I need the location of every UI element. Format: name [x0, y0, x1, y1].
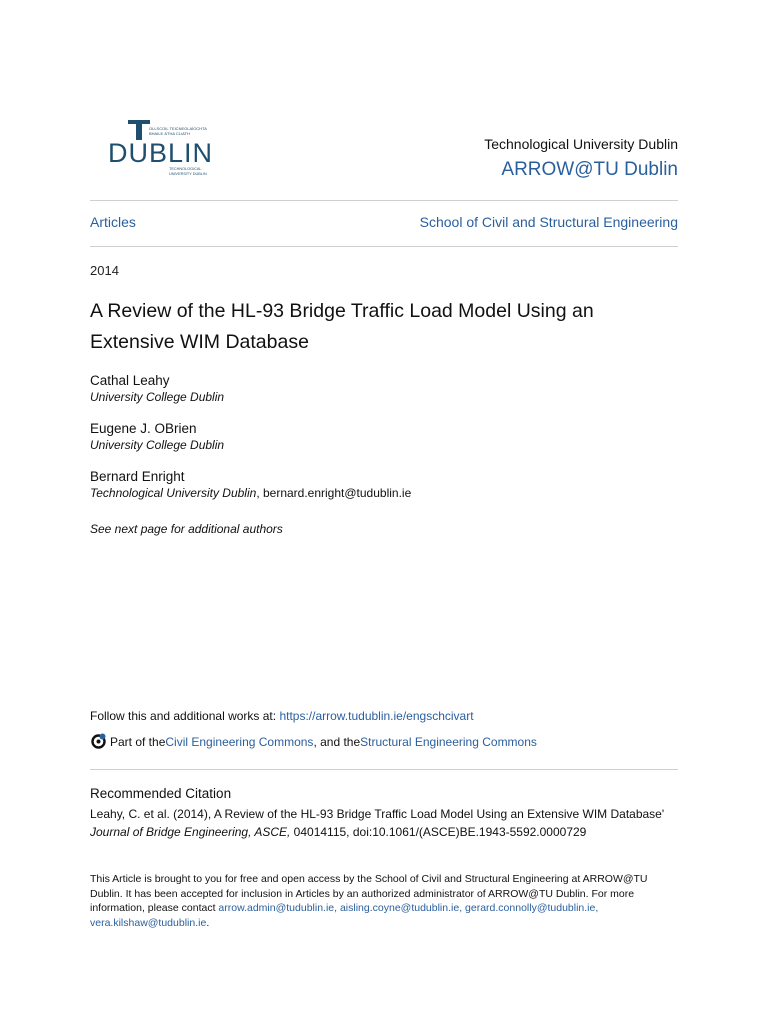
divider: [90, 200, 678, 201]
svg-text:TECHNOLOGICAL: TECHNOLOGICAL: [169, 167, 202, 171]
access-notice: This Article is brought to you for free and open access by the School of Civil and Structural Engineering at ARROW@TU Dublin. It has been accepted for inclusion in Articles by an authorized administrator of ARROW@TU Dublin. For more information, please contact arrow.admin@tudublin.ie, aisling.coyne@tudublin.ie, gerard.connolly@tudublin.ie, vera.kilshaw@tudublin.ie.: [90, 873, 648, 930]
citation-text: Leahy, C. et al. (2014), A Review of the HL-93 Bridge Traffic Load Model Using an Extensive WIM Database' Journal of Bridge Engineering, ASCE, 04014115, doi:10.1061/(ASCE)BE.1943-5592.0000729: [90, 807, 665, 839]
author-name: Cathal Leahy: [90, 373, 170, 388]
collection-url-link[interactable]: https://arrow.tudublin.ie/engschcivart: [279, 709, 474, 723]
author-affiliation: University College Dublin: [90, 438, 225, 452]
author-name: Bernard Enright: [90, 469, 185, 484]
commons-network-icon: [90, 733, 107, 750]
svg-text:DUBLIN: DUBLIN: [108, 138, 214, 168]
citation-heading: Recommended Citation: [90, 786, 232, 801]
article-title: A Review of the HL-93 Bridge Traffic Load Model Using an Extensive WIM Database: [90, 300, 594, 353]
author-name: Eugene J. OBrien: [90, 421, 197, 436]
svg-text:UNIVERSITY DUBLIN: UNIVERSITY DUBLIN: [169, 172, 207, 176]
repository-link[interactable]: ARROW@TU Dublin: [501, 159, 678, 180]
institution-name: Technological University Dublin: [484, 136, 678, 152]
civil-engineering-commons-link[interactable]: Civil Engineering Commons: [165, 734, 314, 749]
publication-year: 2014: [90, 263, 119, 278]
author-email[interactable]: , bernard.enright@tudublin.ie: [256, 486, 412, 500]
school-link[interactable]: School of Civil and Structural Engineering: [419, 214, 678, 230]
tu-dublin-logo: [90, 118, 222, 180]
author-block: [90, 372, 224, 406]
structural-engineering-commons-link[interactable]: Structural Engineering Commons: [360, 734, 537, 749]
contact-emails[interactable]: arrow.admin@tudublin.ie, aisling.coyne@tudublin.ie, gerard.connolly@tudublin.ie, vera.kilshaw@tudublin.ie: [90, 902, 599, 930]
divider: [90, 769, 678, 770]
institution-block: [484, 135, 678, 183]
journal-name: Journal of Bridge Engineering, ASCE,: [90, 825, 291, 839]
author-block: [90, 468, 411, 502]
svg-text:OLLSCOIL TEICNEOLAÍOCHTA: OLLSCOIL TEICNEOLAÍOCHTA: [149, 126, 207, 131]
cover-page: [90, 0, 678, 1024]
divider: [90, 246, 678, 247]
follow-line: Follow this and additional works at: https://arrow.tudublin.ie/engschcivart: [90, 709, 474, 723]
author-block: [90, 420, 224, 454]
author-affiliation: University College Dublin: [90, 390, 225, 404]
additional-authors-note: See next page for additional authors: [90, 522, 283, 536]
svg-text:BHAILE ÁTHA CLIATH: BHAILE ÁTHA CLIATH: [149, 131, 190, 136]
author-affiliation: Technological University Dublin, bernard.enright@tudublin.ie: [90, 486, 412, 500]
articles-link[interactable]: Articles: [90, 214, 136, 230]
part-of-line: Part of the Civil Engineering Commons , and the Structural Engineering Commons: [90, 733, 537, 750]
